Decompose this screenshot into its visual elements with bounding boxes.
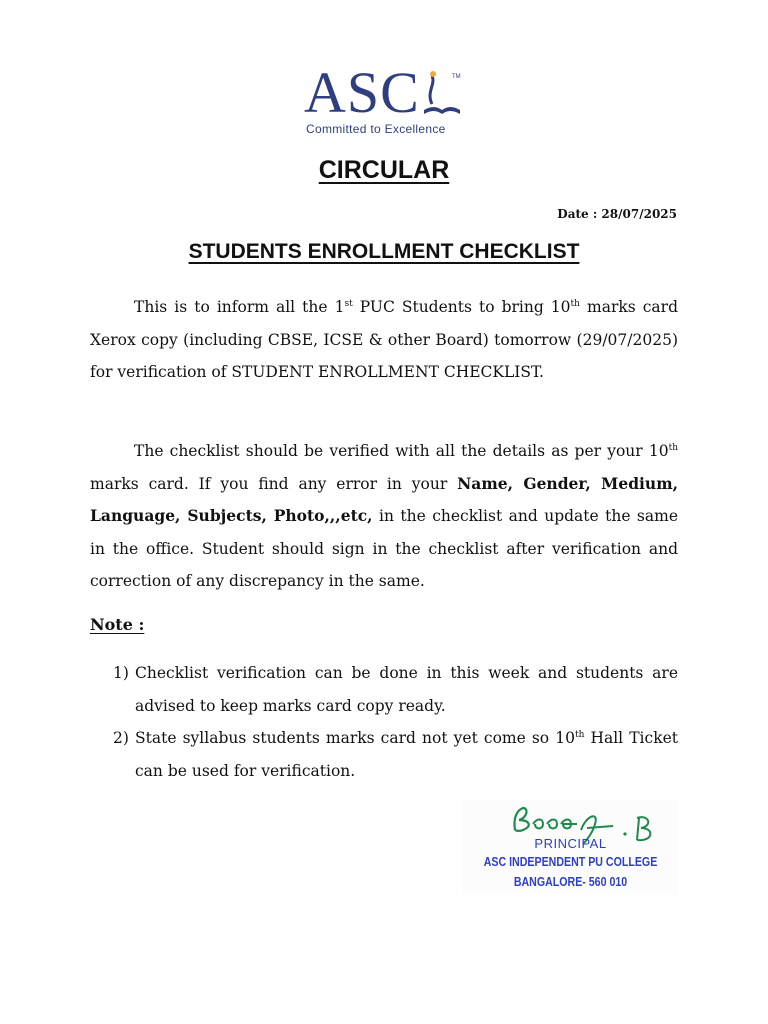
checklist-fields: Name, Gender, Medium, Language, Subjects, Photo,,,etc, <box>90 473 678 525</box>
logo-wordmark: ASC <box>304 60 420 125</box>
note-heading: Note : <box>90 615 145 634</box>
college-logo <box>300 62 470 142</box>
list-item: 2) State syllabus students marks card not yet come so 10th Hall Ticket can be used for verification. <box>113 729 678 780</box>
college-name: ASC INDEPENDENT PU COLLEGE <box>483 855 658 869</box>
lamp-book-icon <box>422 70 464 120</box>
logo-tagline: Committed to Excellence <box>306 122 446 136</box>
circular-date: Date : 28/07/2025 <box>557 207 677 221</box>
instruction-paragraph: The checklist should be verified with all the details as per your 10th marks card. If you find any error in your Name, Gender, Medium, Language, Subjects, Photo,,,etc, in the checklist and update the same in the office. Student should sign in the checklist after verification and correction of any discrepancy in the same. <box>90 442 678 590</box>
list-item: 1) Checklist verification can be done in this week and students are advised to keep marks card copy ready. <box>113 664 678 715</box>
principal-seal <box>463 800 678 895</box>
college-address: BANGALORE- 560 010 <box>513 875 628 889</box>
intro-paragraph: This is to inform all the 1st PUC Students to bring 10th marks card Xerox copy (including CBSE, ICSE & other Board) tomorrow (29/07/2025) for verification of STUDENT ENROLLMENT CHECKLIST. <box>90 298 678 381</box>
svg-text:TM: TM <box>452 74 461 80</box>
note-list <box>113 657 678 787</box>
document-subtitle: STUDENTS ENROLLMENT CHECKLIST <box>188 240 580 263</box>
principal-label: PRINCIPAL <box>534 836 607 851</box>
page-title: CIRCULAR <box>318 156 450 184</box>
